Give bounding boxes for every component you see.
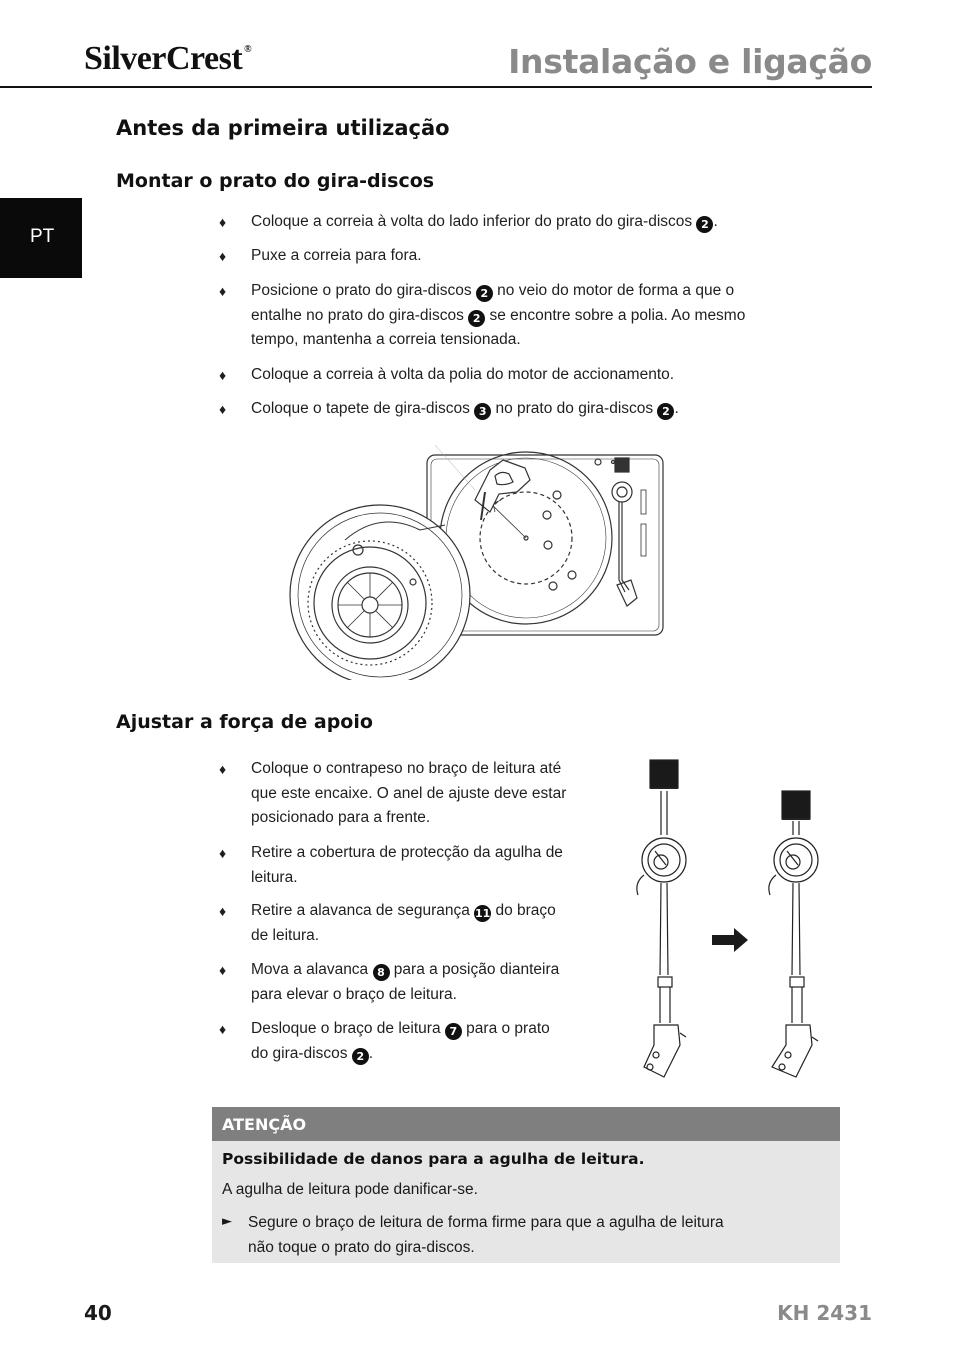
part-number-badge: 11 [475, 907, 491, 920]
step-text: no prato do gira-discos [491, 400, 658, 417]
diamond-icon: ♦ [219, 214, 227, 230]
part-number-badge: 3 [474, 403, 491, 420]
part-number-badge: 8 [373, 964, 390, 981]
tonearm [619, 502, 629, 592]
header-rule [0, 86, 872, 88]
platter-step-5 [219, 397, 679, 422]
step-text: . [674, 400, 679, 417]
part-number-badge: 2 [657, 403, 674, 420]
step-text: para a posição dianteira [389, 961, 560, 978]
step-line: para elevar o braço de leitura. [251, 985, 457, 1003]
arrow-right-icon [712, 928, 748, 952]
turntable-illustration [285, 420, 670, 680]
step-text: tempo, mantenha a correia tensionada. [251, 331, 521, 348]
step-text: Coloque a correia à volta do lado inferior do prato do gira-discos [251, 213, 697, 230]
step-line [251, 304, 745, 329]
step-text: Posicione o prato do gira-discos [251, 282, 476, 299]
step-text: Desloque o braço de leitura [251, 1020, 445, 1037]
brand-registered-mark: ® [244, 44, 252, 55]
step-line: Segure o braço de leitura de forma firme para que a agulha de leitura [248, 1214, 724, 1231]
platter-step-3 [219, 279, 746, 353]
force-step-3 [219, 899, 556, 948]
step-line [251, 1042, 550, 1067]
step-text: do gira-discos [251, 1044, 352, 1062]
step-line [251, 279, 745, 304]
page-title: Instalação e ligação [508, 42, 872, 81]
section-title-platter: Montar o prato do gira-discos [116, 170, 435, 192]
diamond-icon: ♦ [219, 761, 227, 777]
step-text: se encontre sobre a polia. Ao mesmo [485, 306, 746, 324]
model-number: KH 2431 [777, 1301, 872, 1325]
step-text: . [368, 1044, 374, 1062]
triangle-right-icon: ► [222, 1214, 232, 1229]
brand-name: SilverCrest [84, 40, 243, 77]
step-text: Mova a alavanca [251, 961, 373, 978]
step-text: Retire a alavanca de segurança [251, 902, 475, 919]
page-number: 40 [84, 1301, 112, 1325]
force-step-5 [219, 1017, 550, 1066]
counterweight [615, 458, 629, 472]
step-text: do braço [491, 902, 556, 919]
step-line: Retire a cobertura de protecção da agulha de [251, 844, 563, 861]
tonearm-after [769, 791, 818, 1077]
part-number-badge: 7 [445, 1023, 462, 1040]
step-line: de leitura. [251, 926, 320, 944]
warning-text: A agulha de leitura pode danificar-se. [222, 1181, 478, 1198]
warning-header [212, 1107, 840, 1141]
step-line: leitura. [251, 868, 298, 886]
step-text: . [713, 213, 718, 230]
step-text: entalhe no prato do gira-discos [251, 306, 469, 324]
step-text: no veio do motor de forma a que o [492, 282, 735, 299]
step-line: não toque o prato do gira-discos. [248, 1238, 475, 1256]
step-line: Coloque o contrapeso no braço de leitura até [251, 760, 562, 777]
step-line: posicionado para a frente. [251, 809, 431, 826]
force-step-2 [219, 841, 563, 890]
tonearm-pivot [612, 482, 632, 502]
step-text: Coloque a correia à volta da polia do motor de accionamento. [251, 366, 675, 383]
platter-step-4 [219, 363, 675, 388]
tonearm-before [637, 760, 686, 1077]
warning-step [248, 1211, 828, 1260]
step-text: Puxe a correia para fora. [251, 247, 422, 264]
language-label: PT [30, 226, 55, 247]
platter-step-1 [219, 210, 718, 235]
diamond-icon: ♦ [219, 962, 227, 978]
section-title-force: Ajustar a força de apoio [116, 711, 373, 733]
part-number-badge: 2 [352, 1048, 369, 1065]
step-line [251, 958, 559, 983]
part-number-badge: 2 [696, 216, 713, 233]
step-line: que este encaixe. O anel de ajuste deve estar [251, 784, 567, 802]
step-line [251, 1017, 550, 1042]
step-text: Coloque o tapete de gira-discos [251, 400, 475, 417]
diamond-icon: ♦ [219, 248, 227, 264]
force-step-1 [219, 757, 567, 831]
step-line [251, 899, 556, 924]
part-number-badge: 2 [468, 310, 485, 327]
force-step-4 [219, 958, 560, 1007]
step-line [251, 328, 745, 353]
step-text: para o prato [461, 1020, 550, 1037]
diamond-icon: ♦ [219, 367, 227, 383]
diamond-icon: ♦ [219, 283, 227, 299]
section-title-main: Antes da primeira utilização [116, 116, 450, 140]
tonearm-illustration [630, 755, 830, 1085]
warning-headline: Possibilidade de danos para a agulha de leitura. [222, 1150, 645, 1168]
language-tab [0, 198, 82, 278]
warning-label: ATENÇÃO [222, 1115, 307, 1134]
diamond-icon: ♦ [219, 903, 227, 919]
part-number-badge: 2 [476, 285, 493, 302]
diamond-icon: ♦ [219, 401, 227, 417]
diamond-icon: ♦ [219, 845, 227, 861]
diamond-icon: ♦ [219, 1021, 227, 1037]
platter-step-2 [219, 244, 422, 269]
brand-logo [84, 40, 251, 78]
detail-magnifier [290, 505, 470, 680]
